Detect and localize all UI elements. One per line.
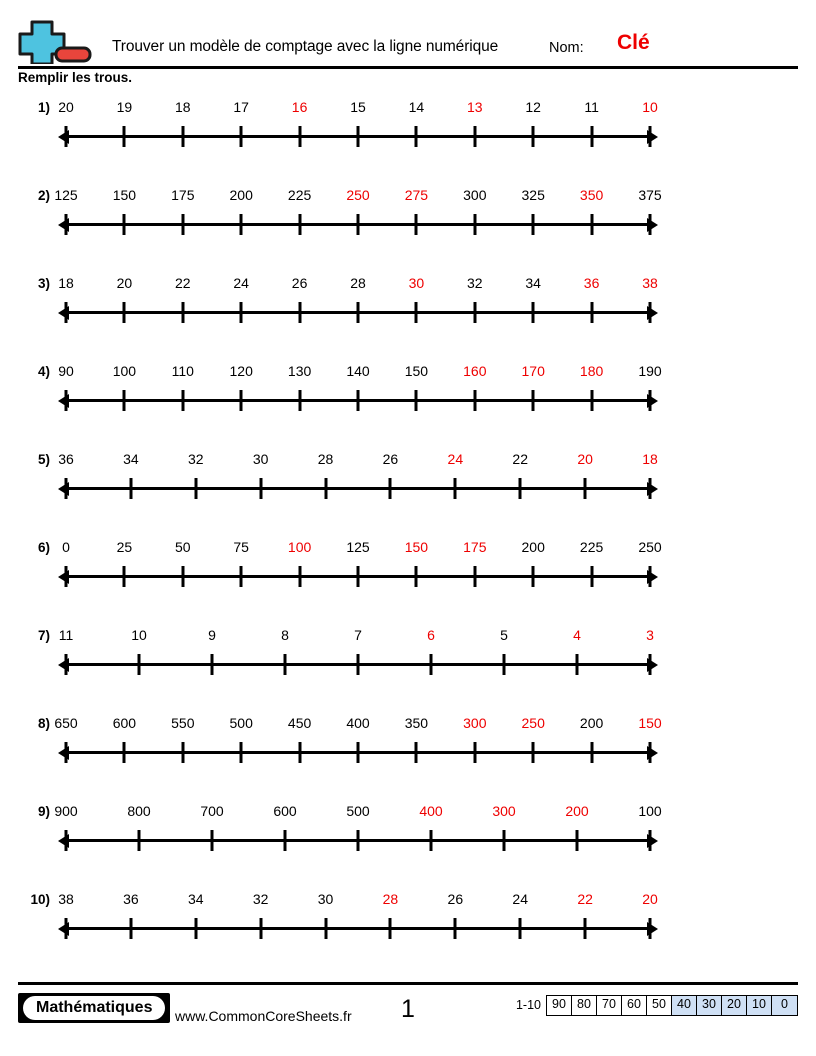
answer-value: 150 bbox=[638, 715, 662, 731]
tick-mark bbox=[519, 918, 522, 939]
tick-mark bbox=[123, 214, 126, 235]
tick-mark bbox=[415, 126, 418, 147]
problem-row bbox=[0, 357, 816, 445]
tick-mark bbox=[357, 390, 360, 411]
problem-row bbox=[0, 797, 816, 885]
tick-mark bbox=[649, 830, 652, 851]
number-value: 300 bbox=[463, 187, 487, 203]
problem-number: 1) bbox=[37, 100, 50, 115]
answer-value: 28 bbox=[382, 891, 399, 907]
score-boxes bbox=[546, 995, 798, 1016]
problem-number: 5) bbox=[37, 452, 50, 467]
number-value: 900 bbox=[54, 803, 78, 819]
problem-list bbox=[0, 93, 816, 973]
tick-mark bbox=[123, 390, 126, 411]
answer-value: 100 bbox=[287, 539, 312, 555]
tick-mark bbox=[65, 126, 68, 147]
tick-mark bbox=[298, 566, 301, 587]
number-value: 34 bbox=[123, 451, 139, 467]
answer-value: 13 bbox=[467, 99, 483, 115]
tick-mark bbox=[357, 742, 360, 763]
page-title: Trouver un modèle de comptage avec la ligne numérique bbox=[112, 38, 499, 55]
answer-value: 160 bbox=[463, 363, 487, 379]
answer-value: 18 bbox=[642, 451, 658, 467]
tick-mark bbox=[532, 742, 535, 763]
number-line-axis bbox=[66, 927, 650, 930]
number-value: 550 bbox=[171, 715, 195, 731]
number-value: 36 bbox=[58, 451, 74, 467]
answer-value: 6 bbox=[427, 627, 435, 643]
number-value: 25 bbox=[116, 539, 133, 555]
tick-mark bbox=[240, 302, 243, 323]
answer-value: 10 bbox=[642, 99, 658, 115]
problem-row bbox=[0, 533, 816, 621]
answer-value: 20 bbox=[577, 451, 593, 467]
tick-mark bbox=[65, 918, 68, 939]
number-value: 28 bbox=[350, 275, 366, 291]
number-value: 650 bbox=[54, 715, 78, 731]
name-label: Nom: bbox=[549, 40, 584, 56]
tick-mark bbox=[454, 478, 457, 499]
number-value: 225 bbox=[287, 187, 312, 203]
tick-mark bbox=[123, 742, 126, 763]
number-labels bbox=[58, 449, 658, 469]
answer-value: 3 bbox=[646, 627, 654, 643]
tick-mark bbox=[649, 390, 652, 411]
tick-mark bbox=[473, 214, 476, 235]
tick-mark bbox=[519, 478, 522, 499]
number-labels bbox=[58, 889, 658, 909]
tick-mark bbox=[473, 566, 476, 587]
number-value: 38 bbox=[58, 891, 74, 907]
tick-mark bbox=[415, 390, 418, 411]
number-value: 140 bbox=[346, 363, 370, 379]
tick-mark bbox=[129, 918, 132, 939]
tick-mark bbox=[649, 478, 652, 499]
tick-mark bbox=[65, 830, 68, 851]
number-value: 100 bbox=[638, 803, 662, 819]
tick-mark bbox=[649, 742, 652, 763]
number-value: 11 bbox=[58, 627, 74, 643]
tick-mark bbox=[389, 918, 392, 939]
tick-mark bbox=[65, 654, 68, 675]
tick-mark bbox=[240, 566, 243, 587]
number-labels bbox=[58, 537, 662, 557]
score-box: 50 bbox=[647, 996, 672, 1015]
number-value: 225 bbox=[579, 539, 604, 555]
number-value: 20 bbox=[58, 99, 74, 115]
tick-mark bbox=[123, 566, 126, 587]
number-value: 11 bbox=[584, 99, 599, 115]
tick-mark bbox=[584, 918, 587, 939]
number-value: 375 bbox=[638, 187, 662, 203]
number-line bbox=[58, 828, 658, 854]
number-value: 19 bbox=[116, 99, 133, 115]
tick-mark bbox=[649, 918, 652, 939]
answer-value: 38 bbox=[642, 275, 658, 291]
number-value: 190 bbox=[638, 363, 662, 379]
number-value: 400 bbox=[346, 715, 370, 731]
answer-value: 275 bbox=[404, 187, 429, 203]
plus-minus-logo-icon bbox=[16, 18, 94, 64]
number-value: 200 bbox=[521, 539, 545, 555]
problem-row bbox=[0, 93, 816, 181]
number-value: 125 bbox=[346, 539, 370, 555]
tick-mark bbox=[590, 742, 593, 763]
tick-mark bbox=[454, 918, 457, 939]
tick-mark bbox=[65, 214, 68, 235]
tick-mark bbox=[473, 126, 476, 147]
header-divider bbox=[18, 66, 798, 69]
tick-mark bbox=[357, 566, 360, 587]
problem-row bbox=[0, 709, 816, 797]
answer-value: 20 bbox=[642, 891, 658, 907]
number-value: 34 bbox=[525, 275, 541, 291]
tick-mark bbox=[503, 654, 506, 675]
tick-mark bbox=[259, 478, 262, 499]
number-line bbox=[58, 124, 658, 150]
number-value: 200 bbox=[579, 715, 604, 731]
number-value: 17 bbox=[233, 99, 249, 115]
tick-mark bbox=[576, 830, 579, 851]
answer-value: 400 bbox=[419, 803, 443, 819]
answer-value: 170 bbox=[521, 363, 545, 379]
number-value: 7 bbox=[354, 627, 362, 643]
number-value: 600 bbox=[273, 803, 297, 819]
tick-mark bbox=[415, 566, 418, 587]
number-value: 110 bbox=[171, 363, 194, 379]
tick-mark bbox=[298, 742, 301, 763]
tick-mark bbox=[415, 742, 418, 763]
score-range-label: 1-10 bbox=[515, 998, 541, 1012]
tick-mark bbox=[649, 566, 652, 587]
tick-mark bbox=[473, 302, 476, 323]
tick-mark bbox=[298, 302, 301, 323]
answer-value: 150 bbox=[404, 539, 429, 555]
number-line-axis bbox=[66, 487, 650, 490]
problem-number: 2) bbox=[37, 188, 50, 203]
number-value: 22 bbox=[512, 451, 529, 467]
tick-mark bbox=[532, 302, 535, 323]
tick-mark bbox=[194, 478, 197, 499]
tick-mark bbox=[590, 126, 593, 147]
tick-mark bbox=[649, 126, 652, 147]
number-line bbox=[58, 388, 658, 414]
score-box: 20 bbox=[722, 996, 747, 1015]
answer-value: 180 bbox=[579, 363, 604, 379]
tick-mark bbox=[532, 566, 535, 587]
tick-mark bbox=[181, 566, 184, 587]
number-value: 9 bbox=[208, 627, 216, 643]
number-value: 100 bbox=[112, 363, 137, 379]
number-value: 34 bbox=[187, 891, 204, 907]
tick-mark bbox=[129, 478, 132, 499]
score-box: 10 bbox=[747, 996, 772, 1015]
score-box: 60 bbox=[622, 996, 647, 1015]
problem-row bbox=[0, 181, 816, 269]
tick-mark bbox=[181, 126, 184, 147]
tick-mark bbox=[138, 830, 141, 851]
number-value: 50 bbox=[175, 539, 191, 555]
answer-value: 250 bbox=[521, 715, 545, 731]
number-labels bbox=[54, 185, 662, 205]
tick-mark bbox=[194, 918, 197, 939]
tick-mark bbox=[590, 390, 593, 411]
problem-number: 9) bbox=[37, 804, 50, 819]
number-value: 24 bbox=[512, 891, 529, 907]
number-value: 20 bbox=[116, 275, 133, 291]
tick-mark bbox=[65, 390, 68, 411]
number-value: 15 bbox=[350, 99, 366, 115]
tick-mark bbox=[649, 654, 652, 675]
footer-divider bbox=[18, 982, 798, 985]
number-value: 30 bbox=[252, 451, 269, 467]
tick-mark bbox=[532, 390, 535, 411]
number-value: 75 bbox=[233, 539, 249, 555]
answer-value: 36 bbox=[583, 275, 600, 291]
tick-mark bbox=[357, 654, 360, 675]
score-box: 70 bbox=[597, 996, 622, 1015]
number-value: 18 bbox=[175, 99, 191, 115]
number-value: 28 bbox=[317, 451, 334, 467]
tick-mark bbox=[138, 654, 141, 675]
problem-number: 6) bbox=[37, 540, 50, 555]
answer-value: 24 bbox=[447, 451, 464, 467]
answer-value: 200 bbox=[565, 803, 589, 819]
score-box: 30 bbox=[697, 996, 722, 1015]
number-value: 12 bbox=[525, 99, 541, 115]
tick-mark bbox=[532, 214, 535, 235]
score-box: 0 bbox=[772, 996, 797, 1015]
number-value: 26 bbox=[382, 451, 399, 467]
tick-mark bbox=[503, 830, 506, 851]
tick-mark bbox=[240, 214, 243, 235]
tick-mark bbox=[324, 478, 327, 499]
number-line bbox=[58, 212, 658, 238]
score-key bbox=[516, 995, 798, 1016]
problem-number: 8) bbox=[37, 716, 50, 731]
number-value: 150 bbox=[404, 363, 429, 379]
number-value: 500 bbox=[229, 715, 253, 731]
number-value: 130 bbox=[287, 363, 312, 379]
tick-mark bbox=[473, 742, 476, 763]
tick-mark bbox=[584, 478, 587, 499]
tick-mark bbox=[430, 654, 433, 675]
tick-mark bbox=[65, 566, 68, 587]
number-line bbox=[58, 300, 658, 326]
tick-mark bbox=[211, 654, 214, 675]
number-value: 14 bbox=[408, 99, 425, 115]
answer-value: 350 bbox=[579, 187, 604, 203]
problem-row bbox=[0, 269, 816, 357]
tick-mark bbox=[649, 214, 652, 235]
tick-mark bbox=[65, 742, 68, 763]
tick-mark bbox=[284, 654, 287, 675]
number-value: 125 bbox=[54, 187, 78, 203]
tick-mark bbox=[357, 302, 360, 323]
answer-value: 16 bbox=[291, 99, 308, 115]
tick-mark bbox=[415, 214, 418, 235]
answer-value: 175 bbox=[463, 539, 487, 555]
number-labels bbox=[54, 801, 662, 821]
score-box: 90 bbox=[547, 996, 572, 1015]
tick-mark bbox=[649, 302, 652, 323]
number-labels bbox=[58, 625, 654, 645]
number-value: 120 bbox=[229, 363, 253, 379]
tick-mark bbox=[590, 214, 593, 235]
instructions-text: Remplir les trous. bbox=[18, 70, 133, 85]
number-value: 32 bbox=[252, 891, 269, 907]
problem-row bbox=[0, 445, 816, 533]
number-value: 18 bbox=[58, 275, 74, 291]
tick-mark bbox=[357, 830, 360, 851]
number-line bbox=[58, 652, 658, 678]
number-value: 450 bbox=[287, 715, 312, 731]
tick-mark bbox=[211, 830, 214, 851]
site-url: www.CommonCoreSheets.fr bbox=[175, 1008, 352, 1024]
page-number: 1 bbox=[401, 995, 415, 1023]
number-labels bbox=[58, 273, 658, 293]
number-value: 90 bbox=[58, 363, 74, 379]
tick-mark bbox=[298, 214, 301, 235]
tick-mark bbox=[357, 214, 360, 235]
name-value: Clé bbox=[617, 31, 650, 54]
number-labels bbox=[58, 361, 662, 381]
tick-mark bbox=[473, 390, 476, 411]
number-value: 30 bbox=[317, 891, 334, 907]
problem-row bbox=[0, 885, 816, 973]
subject-badge-label: Mathématiques bbox=[23, 996, 165, 1020]
number-value: 0 bbox=[62, 539, 70, 555]
number-value: 600 bbox=[112, 715, 137, 731]
tick-mark bbox=[357, 126, 360, 147]
answer-value: 300 bbox=[463, 715, 487, 731]
answer-value: 30 bbox=[408, 275, 425, 291]
number-value: 250 bbox=[638, 539, 662, 555]
number-value: 26 bbox=[447, 891, 464, 907]
number-value: 175 bbox=[171, 187, 195, 203]
tick-mark bbox=[298, 126, 301, 147]
tick-mark bbox=[298, 390, 301, 411]
tick-mark bbox=[240, 742, 243, 763]
tick-mark bbox=[240, 390, 243, 411]
number-line bbox=[58, 564, 658, 590]
problem-number: 10) bbox=[30, 892, 50, 907]
problem-number: 4) bbox=[37, 364, 50, 379]
tick-mark bbox=[430, 830, 433, 851]
number-labels bbox=[54, 713, 662, 733]
answer-value: 300 bbox=[492, 803, 516, 819]
tick-mark bbox=[389, 478, 392, 499]
number-value: 36 bbox=[123, 891, 139, 907]
answer-value: 250 bbox=[346, 187, 370, 203]
tick-mark bbox=[576, 654, 579, 675]
number-value: 500 bbox=[346, 803, 370, 819]
problem-number: 3) bbox=[37, 276, 50, 291]
tick-mark bbox=[259, 918, 262, 939]
number-value: 26 bbox=[291, 275, 308, 291]
tick-mark bbox=[590, 302, 593, 323]
tick-mark bbox=[65, 302, 68, 323]
number-value: 32 bbox=[467, 275, 483, 291]
tick-mark bbox=[181, 214, 184, 235]
tick-mark bbox=[532, 126, 535, 147]
number-value: 5 bbox=[500, 627, 508, 643]
tick-mark bbox=[284, 830, 287, 851]
number-value: 700 bbox=[200, 803, 224, 819]
number-value: 10 bbox=[131, 627, 147, 643]
tick-mark bbox=[324, 918, 327, 939]
number-value: 325 bbox=[521, 187, 545, 203]
problem-number: 7) bbox=[37, 628, 50, 643]
tick-mark bbox=[590, 566, 593, 587]
answer-value: 4 bbox=[573, 627, 581, 643]
tick-mark bbox=[415, 302, 418, 323]
number-line bbox=[58, 476, 658, 502]
number-line bbox=[58, 740, 658, 766]
page-footer bbox=[0, 982, 816, 1056]
number-value: 8 bbox=[281, 627, 289, 643]
tick-mark bbox=[123, 126, 126, 147]
number-value: 200 bbox=[229, 187, 253, 203]
number-value: 24 bbox=[233, 275, 249, 291]
problem-row bbox=[0, 621, 816, 709]
tick-mark bbox=[240, 126, 243, 147]
tick-mark bbox=[181, 302, 184, 323]
number-labels bbox=[58, 97, 658, 117]
number-value: 350 bbox=[404, 715, 429, 731]
number-value: 800 bbox=[127, 803, 151, 819]
score-box: 40 bbox=[672, 996, 697, 1015]
tick-mark bbox=[123, 302, 126, 323]
tick-mark bbox=[181, 742, 184, 763]
score-box: 80 bbox=[572, 996, 597, 1015]
page-header bbox=[0, 0, 816, 85]
tick-mark bbox=[65, 478, 68, 499]
number-value: 150 bbox=[112, 187, 137, 203]
number-value: 22 bbox=[175, 275, 191, 291]
number-line bbox=[58, 916, 658, 942]
tick-mark bbox=[181, 390, 184, 411]
number-value: 32 bbox=[187, 451, 204, 467]
answer-value: 22 bbox=[577, 891, 593, 907]
